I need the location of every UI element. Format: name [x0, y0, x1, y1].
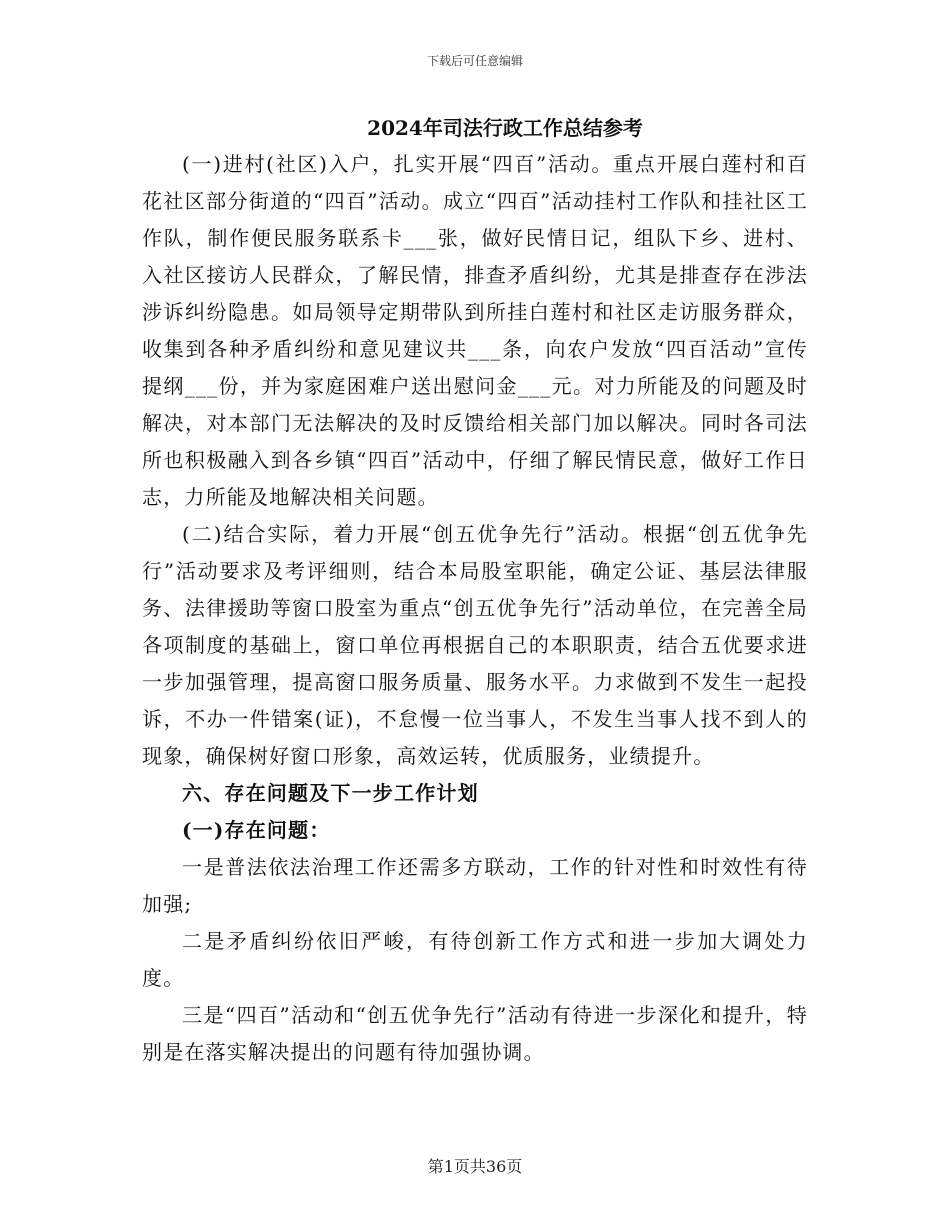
problem-item-1: 一是普法依法治理工作还需多方联动，工作的针对性和时效性有待加强; [142, 855, 808, 916]
problem-item-3: 三是“四百”活动和“创五优争先行”活动有待进一步深化和提升，特别是在落实解决提出的问题有待加强协调。 [142, 1003, 808, 1064]
page-number: 第1页共36页 [427, 1157, 523, 1176]
sub-heading: (一)存在问题： [182, 818, 331, 842]
page-header-note: 下载后可任意编辑 [426, 54, 523, 68]
section-heading: 六、存在问题及下一步工作计划 [182, 781, 479, 805]
paragraph-si-bai: (一)进村(社区)入户，扎实开展“四百”活动。重点开展白莲村和百花社区部分街道的“四百”活动。成立“四百”活动挂村工作队和挂社区工作队，制作便民服务联系卡___张，做好民情日记，组队下乡、进村、入社区接访人民群众，了解民情，排查矛盾纠纷，尤其是排查存在涉法涉诉纠纷隐患。如局领导定期带队到所挂白莲村和社区走访服务群众，收集到各种矛盾纠纷和意见建议共___条，向农户发放“四百活动”宣传提纲___份，并为家庭困难户送出慰问金___元。对力所能及的问题及时解决，对本部门无法解决的及时反馈给相关部门加以解决。同时各司法所也积极融入到各乡镇“四百”活动中，仔细了解民情民意，做好工作日志，力所能及地解决相关问题。 [142, 152, 808, 509]
document-title: 2024年司法行政工作总结参考 [367, 116, 643, 140]
problem-item-2: 二是矛盾纠纷依旧严峻，有待创新工作方式和进一步加大调处力度。 [142, 929, 808, 990]
paragraph-chuang-wu-you: (二)结合实际，着力开展“创五优争先行”活动。根据“创五优争先行”活动要求及考评细则，结合本局股室职能，确定公证、基层法律服务、法律援助等窗口股室为重点“创五优争先行”活动单位，在完善全局各项制度的基础上，窗口单位再根据自己的本职职责，结合五优要求进一步加强管理，提高窗口服务质量、服务水平。力求做到不发生一起投诉，不办一件错案(证)，不怠慢一位当事人，不发生当事人找不到人的现象，确保树好窗口形象，高效运转，优质服务，业绩提升。 [142, 522, 808, 768]
document-body [142, 110, 808, 1071]
